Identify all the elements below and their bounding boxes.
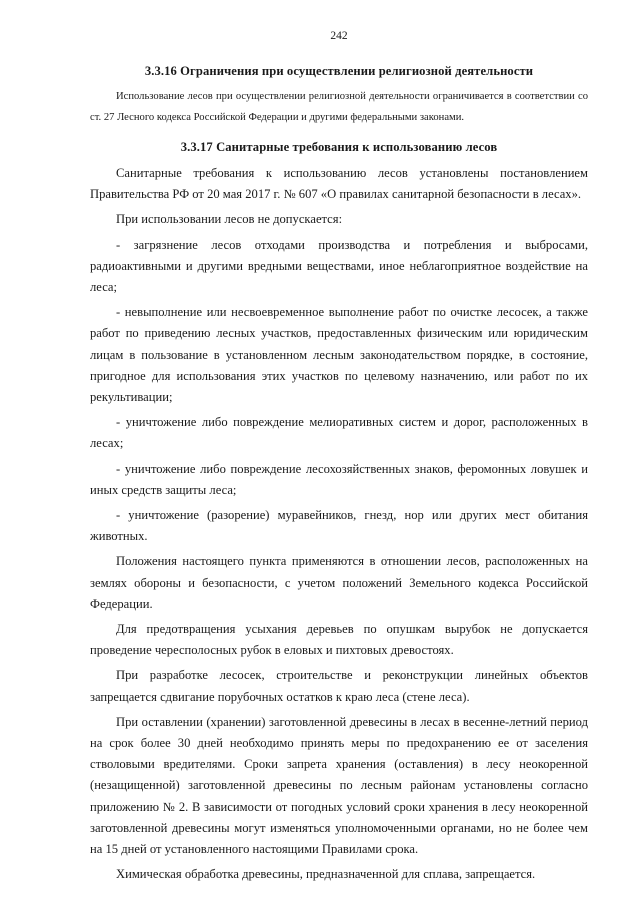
list-item-nonfulfillment: - невыполнение или несвоевременное выполнение работ по очистке лесосек, а также работ по приведению лесных участков, предоставленных физическим или юридическим лицам в пользование в установленном лесным законодательством порядке, в состояние, пригодное для использования этих участков по целевому назначению, или работ по их рекультивации; bbox=[90, 305, 588, 405]
section-heading-religious: 3.3.16 Ограничения при осуществлении религиозной деятельности bbox=[144, 64, 534, 78]
paragraph-timber-storage: При оставлении (хранении) заготовленной древесины в лесах в весенне-летний период на срок более 30 дней необходимо принять меры по предохранению ее от заселения стволовыми вредителями. Сроки запрета хранения (оставления) в лесу неокоренной (незащищенной) заготовленной древесины по лесным районам установлены согласно приложению № 2. В зависимости от погодных условий сроки хранения в лесу неокоренной заготовленной древесины могут изменяться уполномоченными органами, но не более чем на 15 дней от установленного настоящими Правилами срока. bbox=[90, 714, 588, 857]
list-item-anthills: - уничтожение (разорение) муравейников, гнезд, нор или других мест обитания животных. bbox=[90, 508, 588, 544]
list-item-pollution: - загрязнение лесов отходами производства и потребления и выбросами, радиоактивными и другими вредными веществами, иное неблагоприятное воздействие на леса; bbox=[90, 237, 588, 295]
paragraph-logging-residue: При разработке лесосек, строительстве и реконструкции линейных объектов запрещается сдвигание порубочных остатков к краю леса (стене леса). bbox=[90, 668, 588, 704]
paragraph-defense-lands: Положения настоящего пункта применяются в отношении лесов, расположенных на землях обороны и безопасности, с учетом положений Земельного кодекса Российской Федерации. bbox=[90, 554, 588, 611]
paragraph-sanitary-intro: Санитарные требования к использованию лесов установлены постановлением Правительства РФ от 20 мая 2017 г. № 607 «О правилах санитарной безопасности в лесах». bbox=[90, 166, 588, 202]
page-number: 242 bbox=[330, 30, 348, 42]
section-paragraph-religious: Использование лесов при осуществлении религиозной деятельности ограничивается в соответствии со ст. 27 Лесного кодекса Российской Федерации и другими федеральными законами. bbox=[90, 91, 588, 123]
paragraph-chemical-treatment: Химическая обработка древесины, предназначенной для сплава, запрещается. bbox=[116, 867, 536, 882]
list-item-forest-signs: - уничтожение либо повреждение лесохозяйственных знаков, феромонных ловушек и иных средств защиты леса; bbox=[90, 461, 588, 497]
section-heading-sanitary: 3.3.17 Санитарные требования к использованию лесов bbox=[180, 140, 498, 154]
paragraph-drying-prevention: Для предотвращения усыхания деревьев по опушкам вырубок не допускается проведение чересполосных рубок в еловых и пихтовых древостоях. bbox=[90, 622, 588, 658]
paragraph-prohibitions-intro: При использовании лесов не допускается: bbox=[116, 212, 343, 227]
list-item-drainage-roads: - уничтожение либо повреждение мелиоративных систем и дорог, расположенных в лесах; bbox=[90, 415, 588, 451]
